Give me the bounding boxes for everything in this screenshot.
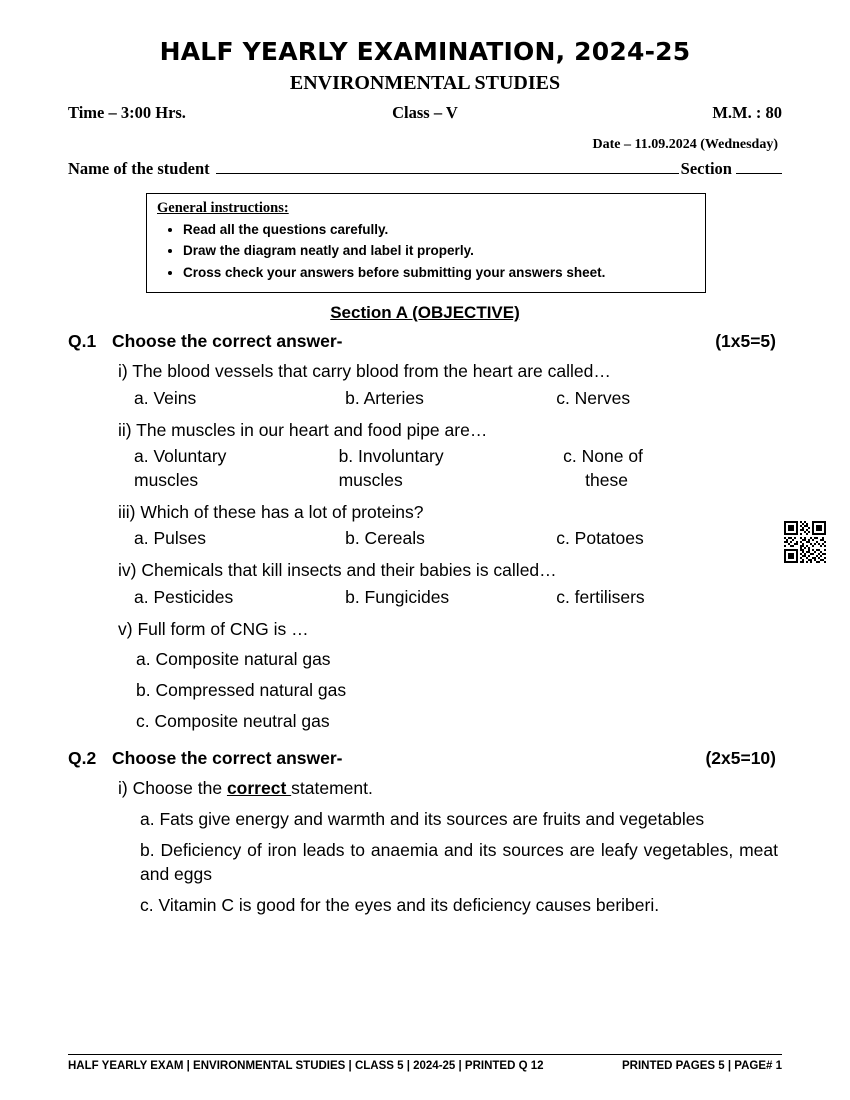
option-a-line2: muscles	[134, 470, 199, 491]
option-a[interactable]: a. Pesticides	[134, 586, 234, 607]
question-1-stem-ii: ii) The muscles in our heart and food pipe are…	[118, 419, 488, 440]
question-1-item-iii	[118, 500, 782, 551]
question-2-head	[68, 748, 782, 769]
question-1-stem-iv: iv) Chemicals that kill insects and their babies is called…	[118, 560, 557, 581]
option-b[interactable]: b. Fungicides	[345, 586, 450, 607]
student-name-blank[interactable]	[216, 173, 679, 174]
exam-title: HALF YEARLY EXAMINATION, 2024-25	[159, 37, 691, 66]
question-1-item-v	[118, 617, 782, 734]
student-name-label: Name of the student	[68, 158, 210, 178]
question-1-options-v	[136, 647, 782, 734]
option-b[interactable]: b. Compressed natural gas	[136, 680, 347, 701]
question-2-stem-post: statement.	[291, 777, 373, 798]
question-2-number: Q.2	[68, 747, 97, 768]
question-1-stem-i: i) The blood vessels that carry blood from the heart are called…	[118, 361, 611, 382]
question-1-options-iv	[134, 586, 782, 610]
question-1-stem-iii: iii) Which of these has a lot of proteins?	[118, 501, 424, 522]
footer-left-text: HALF YEARLY EXAM | ENVIRONMENTAL STUDIES | CLASS 5 | 2024-25 | PRINTED Q 12	[68, 1060, 544, 1072]
option-a[interactable]	[134, 445, 339, 492]
question-1-item-i	[118, 359, 782, 410]
option-b-line1: b. Involuntary	[338, 446, 444, 467]
section-a-heading: Section A (OBJECTIVE)	[330, 303, 520, 323]
question-2-text: Choose the correct answer-	[112, 747, 343, 768]
option-c[interactable]: c. Potatoes	[556, 528, 644, 549]
subject-title: ENVIRONMENTAL STUDIES	[289, 71, 561, 94]
question-2-marks: (2x5=10)	[705, 747, 776, 768]
option-a[interactable]: a. Composite natural gas	[136, 649, 331, 670]
option-c[interactable]: c. Composite neutral gas	[136, 711, 330, 732]
student-name-line	[68, 159, 782, 179]
question-1-options-ii	[134, 445, 782, 492]
option-a[interactable]: a. Veins	[134, 387, 197, 408]
page-footer	[68, 1054, 782, 1072]
exam-time: Time – 3:00 Hrs.	[68, 102, 186, 122]
question-1-options-i	[134, 387, 782, 411]
option-c[interactable]: c. Nerves	[556, 387, 631, 408]
question-2-stem-pre: i) Choose the	[118, 777, 227, 798]
question-1-head	[68, 331, 782, 352]
exam-meta-row	[68, 103, 782, 123]
question-2-stem-emphasis: correct	[226, 777, 292, 798]
instruction-item: • Cross check your answers before submitting your answers sheet.	[183, 262, 695, 284]
question-1-marks: (1x5=5)	[715, 331, 776, 352]
page-content	[68, 38, 782, 918]
option-b[interactable]: b. Deficiency of iron leads to anaemia and its sources are leafy vegetables, meat and eggs	[140, 839, 778, 885]
footer-row	[68, 1060, 782, 1072]
option-c[interactable]: c. fertilisers	[556, 586, 645, 607]
general-instructions-list	[157, 219, 695, 285]
question-1-item-ii	[118, 418, 782, 493]
instruction-item: • Read all the questions carefully.	[183, 219, 695, 241]
option-b[interactable]	[339, 445, 544, 492]
option-c-line2: these	[585, 470, 628, 491]
section-blank[interactable]	[736, 173, 782, 174]
option-b-line2: muscles	[338, 470, 403, 491]
question-2-block	[68, 748, 782, 918]
question-1-options-iii	[134, 527, 782, 551]
footer-right-text: PRINTED PAGES 5 | PAGE# 1	[621, 1060, 782, 1072]
option-a[interactable]: a. Fats give energy and warmth and its sources are fruits and vegetables	[140, 808, 705, 829]
option-b[interactable]: b. Arteries	[345, 387, 424, 408]
option-a-line1: a. Voluntary	[134, 446, 227, 467]
general-instructions-box	[146, 193, 706, 294]
exam-class: Class – V	[392, 102, 458, 122]
question-1-block	[68, 331, 782, 734]
exam-max-marks: M.M. : 80	[712, 102, 782, 122]
option-a[interactable]: a. Pulses	[134, 528, 206, 549]
question-2-item-i	[118, 776, 782, 918]
question-1-stem-v: v) Full form of CNG is …	[118, 618, 309, 639]
qr-code-icon	[784, 521, 826, 563]
question-2-stem-i	[118, 776, 782, 801]
question-1-number: Q.1	[68, 331, 97, 352]
option-c[interactable]	[543, 445, 782, 492]
question-1-item-iv	[118, 558, 782, 609]
option-c[interactable]: c. Vitamin C is good for the eyes and its deficiency causes beriberi.	[140, 895, 660, 916]
footer-divider	[68, 1054, 782, 1055]
question-1-text: Choose the correct answer-	[112, 331, 343, 352]
option-b[interactable]: b. Cereals	[345, 528, 425, 549]
general-instructions-title: General instructions:	[157, 199, 289, 216]
exam-date: Date – 11.09.2024 (Wednesday)	[592, 136, 778, 152]
option-c-line1: c. None of	[563, 446, 643, 467]
section-label: Section	[680, 158, 732, 178]
instruction-item: • Draw the diagram neatly and label it properly.	[183, 240, 695, 262]
